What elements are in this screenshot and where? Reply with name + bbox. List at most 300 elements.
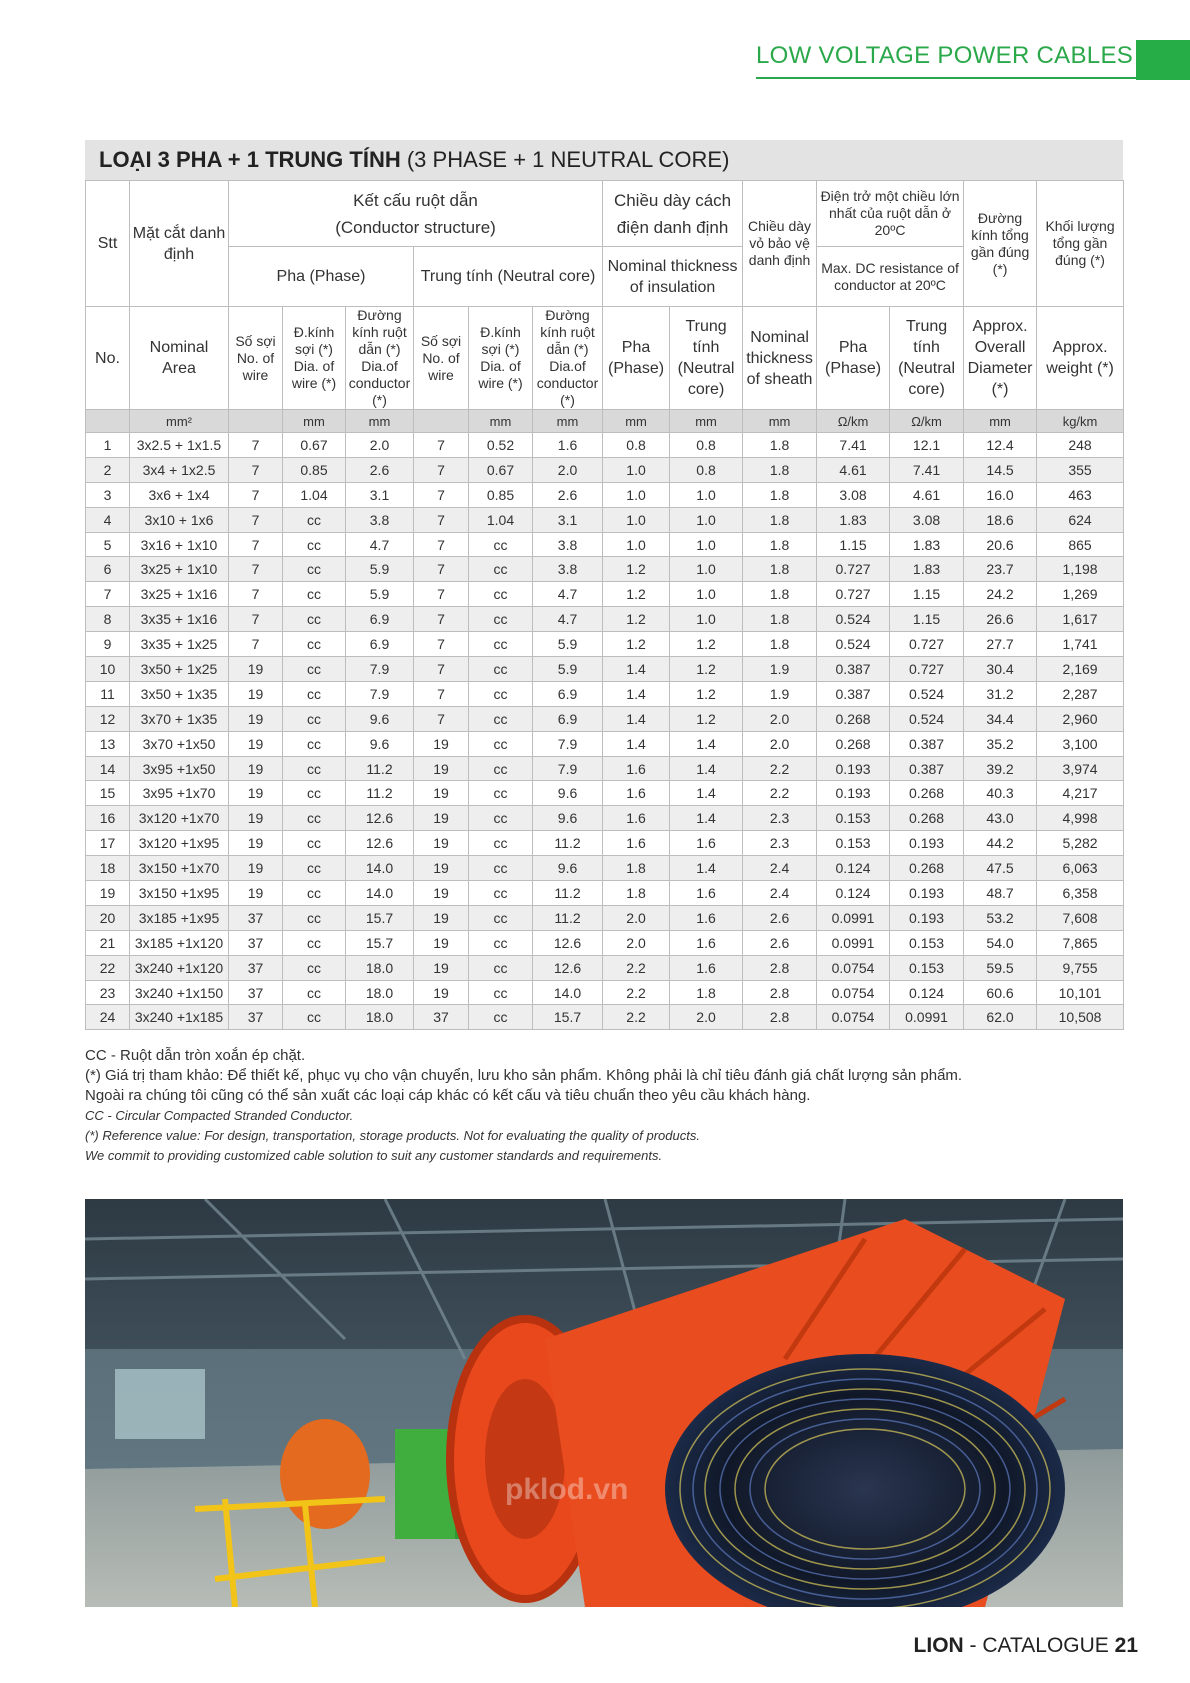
table-cell: cc	[283, 532, 346, 557]
footer-brand: LION	[913, 1634, 964, 1657]
table-row	[86, 756, 1124, 781]
table-cell: 1.4	[603, 657, 670, 682]
table-cell: 19	[414, 905, 469, 930]
table-cell: 12.6	[346, 831, 414, 856]
table-cell: 0.153	[890, 930, 964, 955]
table-cell: 1.2	[670, 681, 743, 706]
table-cell: 1.0	[670, 532, 743, 557]
table-cell: 37	[229, 955, 283, 980]
table-row	[86, 507, 1124, 532]
table-cell: 1.0	[670, 582, 743, 607]
table-cell: cc	[469, 831, 533, 856]
table-cell: 19	[229, 731, 283, 756]
table-cell: 15.7	[346, 930, 414, 955]
conductor-en: (Conductor structure)	[335, 217, 496, 237]
table-cell: cc	[469, 582, 533, 607]
col-sheath-en: Nominal thickness of sheath	[743, 307, 817, 410]
table-cell: 3x240 +1x185	[130, 1005, 229, 1030]
table-cell: 10,101	[1037, 980, 1124, 1005]
table-cell: 11.2	[533, 881, 603, 906]
table-cell: 47.5	[964, 856, 1037, 881]
table-cell: 2.3	[743, 806, 817, 831]
table-cell: 1.6	[670, 881, 743, 906]
col-phase-nwire: Số sợi No. of wire	[229, 307, 283, 410]
table-cell: 7	[414, 632, 469, 657]
table-cell: 9.6	[533, 806, 603, 831]
table-cell: 0.193	[890, 905, 964, 930]
table-cell: 6	[86, 557, 130, 582]
table-cell: 1.04	[283, 482, 346, 507]
reel-hub	[485, 1379, 565, 1539]
table-cell: cc	[469, 756, 533, 781]
note-en-3: We commit to providing customized cable solution to suit any customer standards and requirements.	[85, 1148, 663, 1163]
table-cell: 16	[86, 806, 130, 831]
table-cell: 3x120 +1x95	[130, 831, 229, 856]
table-cell: 1.6	[533, 433, 603, 458]
table-cell: 0.268	[817, 706, 890, 731]
table-cell: cc	[283, 881, 346, 906]
unit-cell: Ω/km	[890, 410, 964, 433]
table-cell: 19	[414, 756, 469, 781]
table-cell: 1.8	[743, 532, 817, 557]
table-cell: cc	[283, 781, 346, 806]
table-cell: 37	[229, 1005, 283, 1030]
table-cell: cc	[469, 731, 533, 756]
table-cell: 3x25 + 1x10	[130, 557, 229, 582]
table-cell: 37	[229, 980, 283, 1005]
table-title-bold: LOẠI 3 PHA + 1 TRUNG TÍNH	[99, 147, 401, 172]
table-cell: 0.524	[817, 632, 890, 657]
table-cell: 7	[414, 457, 469, 482]
table-cell: 3x6 + 1x4	[130, 482, 229, 507]
table-cell: 1.6	[670, 930, 743, 955]
table-cell: 3x120 +1x70	[130, 806, 229, 831]
table-cell: 7,608	[1037, 905, 1124, 930]
notes	[85, 1046, 1145, 1166]
table-cell: 2,287	[1037, 681, 1124, 706]
table-cell: cc	[469, 856, 533, 881]
table-row	[86, 955, 1124, 980]
table-cell: 19	[414, 930, 469, 955]
table-cell: 0.387	[890, 731, 964, 756]
unit-cell: kg/km	[1037, 410, 1124, 433]
table-row	[86, 557, 1124, 582]
table-cell: 1.4	[670, 806, 743, 831]
col-ins-neutral: Trung tính (Neutral core)	[670, 307, 743, 410]
table-cell: 19	[229, 657, 283, 682]
table-cell: 1.6	[603, 831, 670, 856]
table-cell: 1.6	[603, 756, 670, 781]
table-cell: 19	[414, 731, 469, 756]
col-stt: Stt	[86, 181, 130, 307]
table-cell: cc	[283, 657, 346, 682]
table-cell: 37	[229, 930, 283, 955]
table-cell: 2.0	[743, 731, 817, 756]
table-cell: 12.4	[964, 433, 1037, 458]
table-cell: 7	[414, 482, 469, 507]
table-cell: 1.15	[890, 582, 964, 607]
table-cell: 1.6	[670, 831, 743, 856]
footer-sep: - CATALOGUE	[963, 1634, 1115, 1657]
table-cell: 7	[414, 433, 469, 458]
table-cell: 60.6	[964, 980, 1037, 1005]
table-cell: cc	[283, 557, 346, 582]
table-row	[86, 582, 1124, 607]
table-cell: 2.4	[743, 856, 817, 881]
note-en-2: (*) Reference value: For design, transportation, storage products. Not for evaluating the quality of products.	[85, 1128, 700, 1143]
table-cell: 7	[229, 532, 283, 557]
table-cell: 9	[86, 632, 130, 657]
table-cell: 1.8	[743, 507, 817, 532]
table-cell: 11.2	[346, 781, 414, 806]
table-cell: 0.0754	[817, 1005, 890, 1030]
table-cell: 3.08	[890, 507, 964, 532]
col-no: No.	[86, 307, 130, 410]
table-cell: 3x70 +1x50	[130, 731, 229, 756]
table-cell: 39.2	[964, 756, 1037, 781]
table-cell: 19	[229, 681, 283, 706]
table-cell: 3x16 + 1x10	[130, 532, 229, 557]
table-cell: 9.6	[346, 706, 414, 731]
table-cell: cc	[283, 507, 346, 532]
table-cell: 1.0	[670, 482, 743, 507]
table-cell: 0.8	[670, 433, 743, 458]
table-cell: 1.2	[670, 706, 743, 731]
table-cell: 2.8	[743, 955, 817, 980]
table-cell: cc	[469, 706, 533, 731]
table-cell: 1.8	[743, 457, 817, 482]
table-cell: 7	[414, 681, 469, 706]
table-cell: 1.6	[603, 806, 670, 831]
table-cell: 6,358	[1037, 881, 1124, 906]
table-cell: 3,974	[1037, 756, 1124, 781]
table-cell: 7	[229, 557, 283, 582]
table-cell: cc	[283, 831, 346, 856]
table-cell: 3x70 + 1x35	[130, 706, 229, 731]
table-cell: 2.3	[743, 831, 817, 856]
table-cell: 2.0	[743, 706, 817, 731]
table-cell: cc	[283, 930, 346, 955]
table-cell: 11.2	[346, 756, 414, 781]
table-row	[86, 607, 1124, 632]
table-row	[86, 433, 1124, 458]
table-cell: 1,741	[1037, 632, 1124, 657]
table-cell: 23.7	[964, 557, 1037, 582]
table-cell: 37	[414, 1005, 469, 1030]
table-cell: 1,198	[1037, 557, 1124, 582]
table-cell: 3x240 +1x150	[130, 980, 229, 1005]
table-cell: 5,282	[1037, 831, 1124, 856]
table-cell: 2.8	[743, 980, 817, 1005]
table-cell: 1.0	[670, 607, 743, 632]
table-cell: 3x95 +1x50	[130, 756, 229, 781]
table-cell: 20.6	[964, 532, 1037, 557]
table-cell: 34.4	[964, 706, 1037, 731]
unit-cell: mm	[670, 410, 743, 433]
table-cell: 1.15	[890, 607, 964, 632]
table-cell: 1.2	[603, 607, 670, 632]
factory-illustration	[85, 1199, 1123, 1607]
table-cell: 1.4	[603, 731, 670, 756]
table-row	[86, 905, 1124, 930]
table-cell: 3.8	[533, 557, 603, 582]
table-cell: 0.727	[817, 557, 890, 582]
table-cell: 0.124	[817, 856, 890, 881]
table-cell: cc	[469, 607, 533, 632]
table-cell: 10,508	[1037, 1005, 1124, 1030]
table-cell: 19	[229, 781, 283, 806]
table-cell: 3x185 +1x120	[130, 930, 229, 955]
table-row	[86, 532, 1124, 557]
table-cell: 1.4	[670, 856, 743, 881]
table-cell: 7.41	[817, 433, 890, 458]
table-cell: 4.7	[533, 607, 603, 632]
table-row	[86, 831, 1124, 856]
table-cell: cc	[283, 806, 346, 831]
table-cell: 0.52	[469, 433, 533, 458]
table-cell: 1.15	[817, 532, 890, 557]
table-cell: 1.8	[743, 582, 817, 607]
table-cell: 11.2	[533, 905, 603, 930]
table-cell: 2.0	[346, 433, 414, 458]
table-cell: cc	[283, 955, 346, 980]
table-cell: 1.8	[670, 980, 743, 1005]
table-cell: 19	[229, 856, 283, 881]
table-cell: 0.193	[817, 756, 890, 781]
col-neutral-group: Trung tính (Neutral core)	[414, 247, 603, 307]
table-cell: 2.2	[603, 955, 670, 980]
table-cell: 7	[414, 706, 469, 731]
col-diameter-vi: Đường kính tổng gần đúng (*)	[964, 181, 1037, 307]
table-cell: 6.9	[346, 607, 414, 632]
table-cell: 19	[414, 831, 469, 856]
table-cell: 3x240 +1x120	[130, 955, 229, 980]
table-cell: 7.9	[533, 731, 603, 756]
header-rule	[756, 77, 1141, 79]
table-cell: 8	[86, 607, 130, 632]
unit-cell: mm	[469, 410, 533, 433]
table-cell: 23	[86, 980, 130, 1005]
table-cell: 0.193	[890, 881, 964, 906]
table-cell: 0.727	[890, 657, 964, 682]
table-cell: 19	[229, 706, 283, 731]
col-area-vi: Mặt cắt danh định	[130, 181, 229, 307]
col-phase-group: Pha (Phase)	[229, 247, 414, 307]
unit-cell	[86, 410, 130, 433]
table-row	[86, 930, 1124, 955]
table-cell: cc	[469, 1005, 533, 1030]
table-cell: 15.7	[346, 905, 414, 930]
header-accent-block	[1136, 40, 1190, 80]
table-cell: 35.2	[964, 731, 1037, 756]
table-title	[85, 140, 1123, 180]
table-cell: cc	[469, 781, 533, 806]
table-row	[86, 482, 1124, 507]
table-cell: 1.4	[603, 681, 670, 706]
table-cell: 24	[86, 1005, 130, 1030]
table-cell: 7	[229, 482, 283, 507]
orange-drum-small	[280, 1419, 370, 1529]
unit-cell: Ω/km	[817, 410, 890, 433]
table-cell: 0.67	[469, 457, 533, 482]
table-cell: cc	[283, 582, 346, 607]
table-cell: 14	[86, 756, 130, 781]
table-cell: 3x10 + 1x6	[130, 507, 229, 532]
table-cell: 20	[86, 905, 130, 930]
table-cell: 1.0	[670, 557, 743, 582]
table-cell: 7	[229, 507, 283, 532]
table-cell: 19	[229, 806, 283, 831]
col-weight-vi: Khối lượng tổng gần đúng (*)	[1037, 181, 1124, 307]
table-cell: 7	[414, 532, 469, 557]
table-cell: 3x95 +1x70	[130, 781, 229, 806]
table-cell: 0.153	[817, 831, 890, 856]
table-cell: 3.08	[817, 482, 890, 507]
note-en-1: CC - Circular Compacted Stranded Conductor.	[85, 1108, 354, 1123]
table-cell: 7	[414, 507, 469, 532]
col-phase-dcond: Đường kính ruột dẫn (*) Dia.of conductor (*)	[346, 307, 414, 410]
table-cell: 1.8	[743, 433, 817, 458]
table-cell: 14.0	[346, 881, 414, 906]
cable-spec-table	[85, 180, 1124, 1030]
conductor-vi: Kết cấu ruột dẫn	[353, 190, 478, 210]
table-cell: 6.9	[533, 681, 603, 706]
table-cell: 5	[86, 532, 130, 557]
table-cell: 18.0	[346, 1005, 414, 1030]
table-cell: 2.0	[603, 930, 670, 955]
table-cell: 5.9	[346, 557, 414, 582]
section-title: LOW VOLTAGE POWER CABLES	[756, 42, 1134, 69]
table-cell: cc	[283, 632, 346, 657]
table-cell: 1.2	[603, 582, 670, 607]
table-cell: 18.0	[346, 980, 414, 1005]
table-cell: 7.41	[890, 457, 964, 482]
col-res-neutral: Trung tính (Neutral core)	[890, 307, 964, 410]
table-cell: 12.6	[346, 806, 414, 831]
table-cell: 4	[86, 507, 130, 532]
table-cell: 4,217	[1037, 781, 1124, 806]
col-ins-phase: Pha (Phase)	[603, 307, 670, 410]
table-cell: cc	[283, 607, 346, 632]
col-weight-en: Approx. weight (*)	[1037, 307, 1124, 410]
table-cell: 22	[86, 955, 130, 980]
table-cell: 53.2	[964, 905, 1037, 930]
table-cell: 2	[86, 457, 130, 482]
table-cell: 2.2	[603, 980, 670, 1005]
col-insulation-vi: Chiều dày cách điện danh định	[603, 181, 743, 247]
table-cell: 19	[229, 881, 283, 906]
table-cell: cc	[283, 905, 346, 930]
table-cell: 2.2	[743, 781, 817, 806]
table-cell: cc	[469, 632, 533, 657]
table-cell: 1.2	[670, 632, 743, 657]
table-cell: 0.67	[283, 433, 346, 458]
table-cell: 7.9	[346, 657, 414, 682]
table-cell: 17	[86, 831, 130, 856]
table-cell: 37	[229, 905, 283, 930]
table-cell: 3	[86, 482, 130, 507]
table-cell: 1.0	[670, 507, 743, 532]
table-cell: 1.8	[743, 607, 817, 632]
table-cell: 1.83	[817, 507, 890, 532]
table-cell: 18.0	[346, 955, 414, 980]
table-cell: 12.6	[533, 930, 603, 955]
table-cell: cc	[283, 1005, 346, 1030]
table-cell: 48.7	[964, 881, 1037, 906]
table-row	[86, 1005, 1124, 1030]
table-cell: 5.9	[533, 632, 603, 657]
page-number: 21	[1114, 1634, 1138, 1657]
table-cell: 7	[414, 657, 469, 682]
table-cell: 2.8	[743, 1005, 817, 1030]
table-cell: 1.6	[670, 955, 743, 980]
table-cell: cc	[469, 881, 533, 906]
table-cell: 7.9	[346, 681, 414, 706]
table-cell: 7	[414, 557, 469, 582]
table-cell: 1.83	[890, 557, 964, 582]
unit-cell: mm	[603, 410, 670, 433]
table-cell: 26.6	[964, 607, 1037, 632]
table-cell: 14.5	[964, 457, 1037, 482]
table-cell: 865	[1037, 532, 1124, 557]
table-row	[86, 856, 1124, 881]
col-neutral-dwire: Đ.kính sợi (*) Dia. of wire (*)	[469, 307, 533, 410]
table-cell: 0.387	[817, 657, 890, 682]
table-cell: 43.0	[964, 806, 1037, 831]
table-cell: 0.268	[890, 806, 964, 831]
table-cell: 2.0	[603, 905, 670, 930]
table-cell: 5.9	[346, 582, 414, 607]
table-cell: cc	[469, 905, 533, 930]
table-cell: 19	[414, 806, 469, 831]
table-cell: 1,617	[1037, 607, 1124, 632]
cable-spec-table-section	[85, 140, 1123, 1030]
unit-cell	[229, 410, 283, 433]
note-vi-2: (*) Giá trị tham khảo: Để thiết kế, phục vụ cho vận chuyển, lưu kho sản phẩm. Không phải là chỉ tiêu đánh giá chất lượng sản phẩm.	[85, 1067, 963, 1084]
table-cell: 1.9	[743, 657, 817, 682]
table-cell: 0.8	[670, 457, 743, 482]
table-cell: 15	[86, 781, 130, 806]
table-cell: 62.0	[964, 1005, 1037, 1030]
table-cell: cc	[469, 657, 533, 682]
table-cell: 44.2	[964, 831, 1037, 856]
table-cell: 3x4 + 1x2.5	[130, 457, 229, 482]
table-cell: 19	[414, 955, 469, 980]
table-cell: 7	[86, 582, 130, 607]
unit-cell: mm	[964, 410, 1037, 433]
unit-cell: mm²	[130, 410, 229, 433]
unit-cell	[414, 410, 469, 433]
table-cell: 13	[86, 731, 130, 756]
table-cell: 12	[86, 706, 130, 731]
table-row	[86, 980, 1124, 1005]
table-cell: 7,865	[1037, 930, 1124, 955]
table-cell: 0.8	[603, 433, 670, 458]
table-cell: 0.0991	[817, 930, 890, 955]
table-cell: 3x150 +1x95	[130, 881, 229, 906]
table-row	[86, 781, 1124, 806]
table-cell: cc	[469, 930, 533, 955]
table-title-normal: (3 PHASE + 1 NEUTRAL CORE)	[406, 147, 730, 172]
table-cell: cc	[469, 557, 533, 582]
table-cell: 2,169	[1037, 657, 1124, 682]
table-cell: 30.4	[964, 657, 1037, 682]
table-cell: 1.0	[603, 532, 670, 557]
table-row	[86, 706, 1124, 731]
table-cell: 14.0	[533, 980, 603, 1005]
table-cell: cc	[469, 681, 533, 706]
table-cell: 2.6	[743, 905, 817, 930]
